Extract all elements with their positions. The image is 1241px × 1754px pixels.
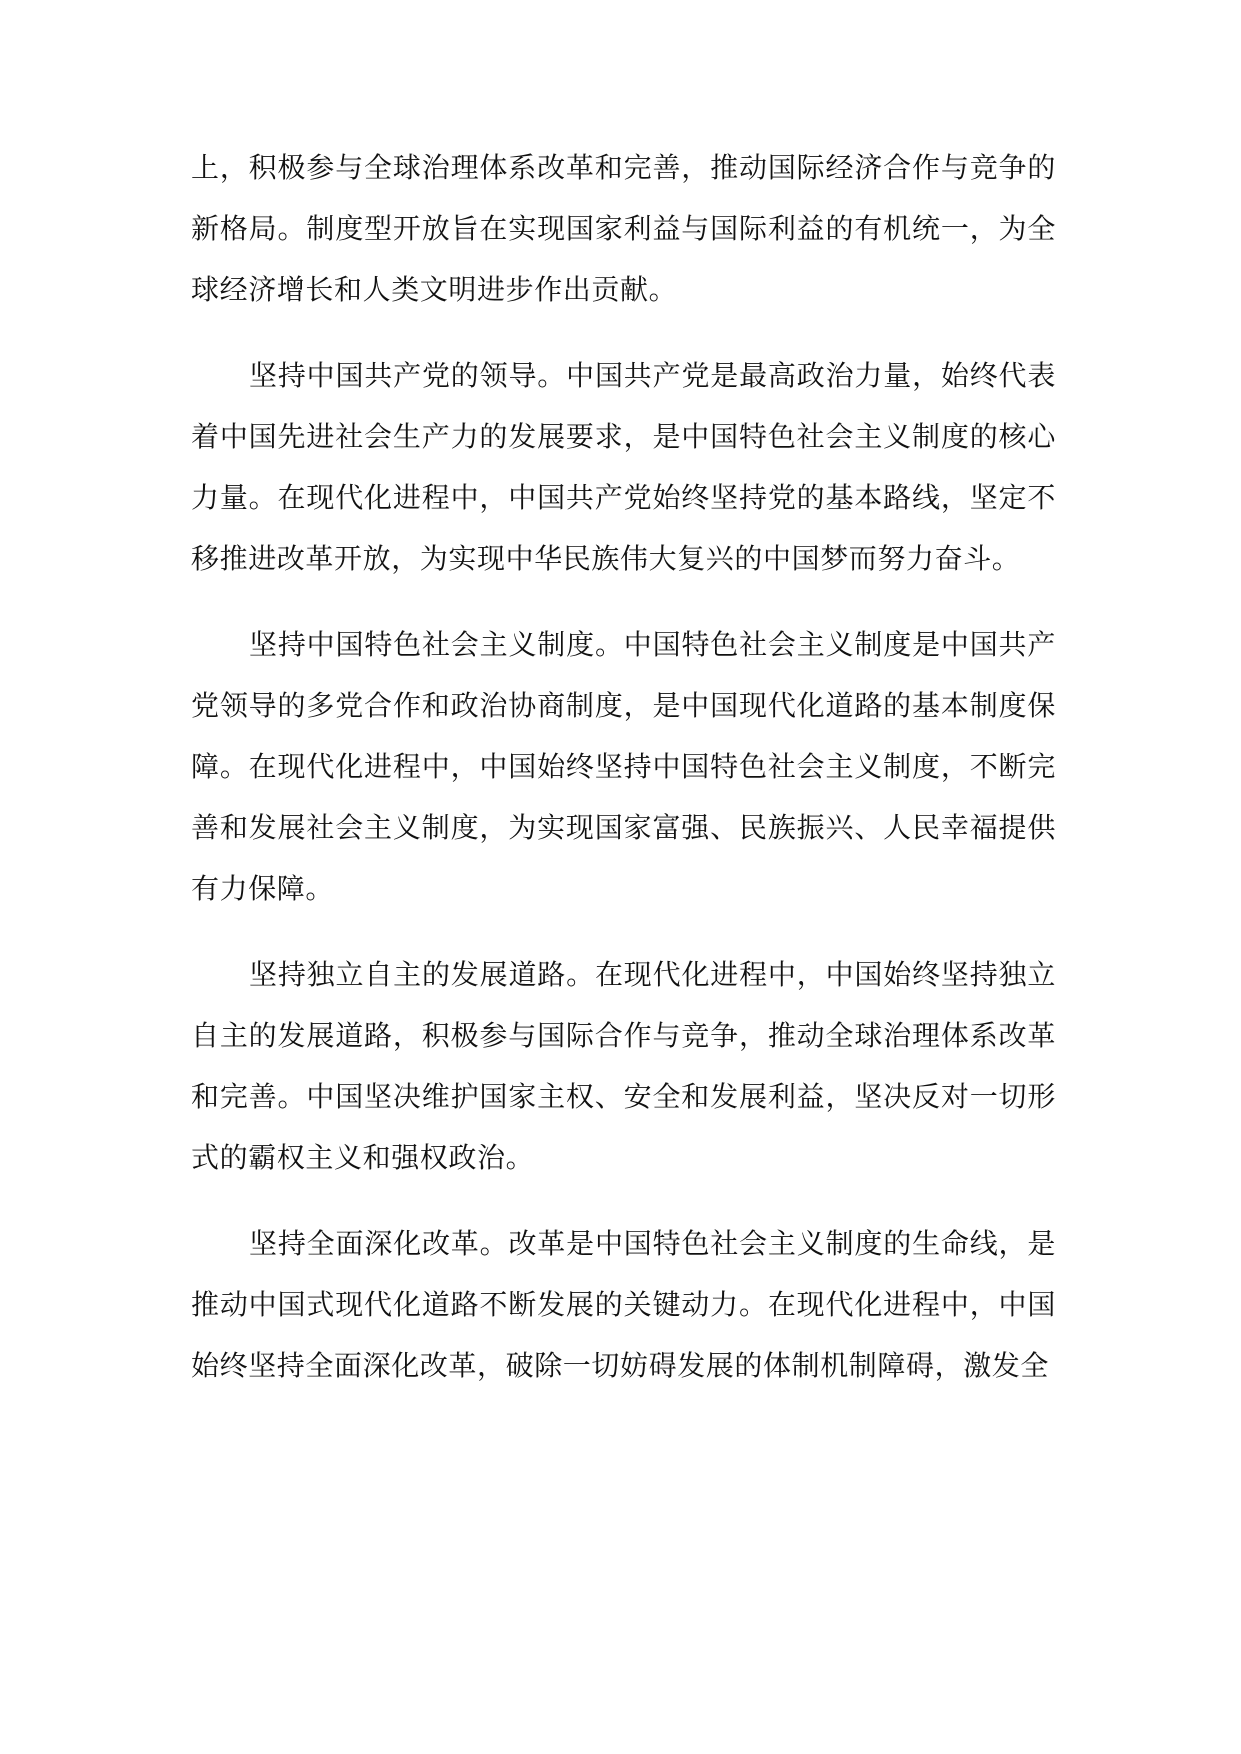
paragraph-socialist-system: 坚持中国特色社会主义制度。中国特色社会主义制度是中国共产党领导的多党合作和政治协商制度，是中国现代化道路的基本制度保障。在现代化进程中，中国始终坚持中国特色社会主义制度，不断完善和发展社会主义制度，为实现国家富强、民族振兴、人民幸福提供有力保障。 [191, 628, 1056, 905]
document-body [191, 137, 1056, 1421]
paragraph-continuation: 上，积极参与全球治理体系改革和完善，推动国际经济合作与竞争的新格局。制度型开放旨在实现国家利益与国际利益的有机统一，为全球经济增长和人类文明进步作出贡献。 [191, 151, 1056, 306]
paragraph-independent-path: 坚持独立自主的发展道路。在现代化进程中，中国始终坚持独立自主的发展道路，积极参与国际合作与竞争，推动全球治理体系改革和完善。中国坚决维护国家主权、安全和发展利益，坚决反对一切形式的霸权主义和强权政治。 [191, 958, 1056, 1174]
paragraph-deepening-reform: 坚持全面深化改革。改革是中国特色社会主义制度的生命线，是推动中国式现代化道路不断发展的关键动力。在现代化进程中，中国始终坚持全面深化改革，破除一切妨碍发展的体制机制障碍，激发全 [191, 1227, 1056, 1382]
paragraph-party-leadership: 坚持中国共产党的领导。中国共产党是最高政治力量，始终代表着中国先进社会生产力的发展要求，是中国特色社会主义制度的核心力量。在现代化进程中，中国共产党始终坚持党的基本路线，坚定不移推进改革开放，为实现中华民族伟大复兴的中国梦而努力奋斗。 [191, 359, 1056, 575]
